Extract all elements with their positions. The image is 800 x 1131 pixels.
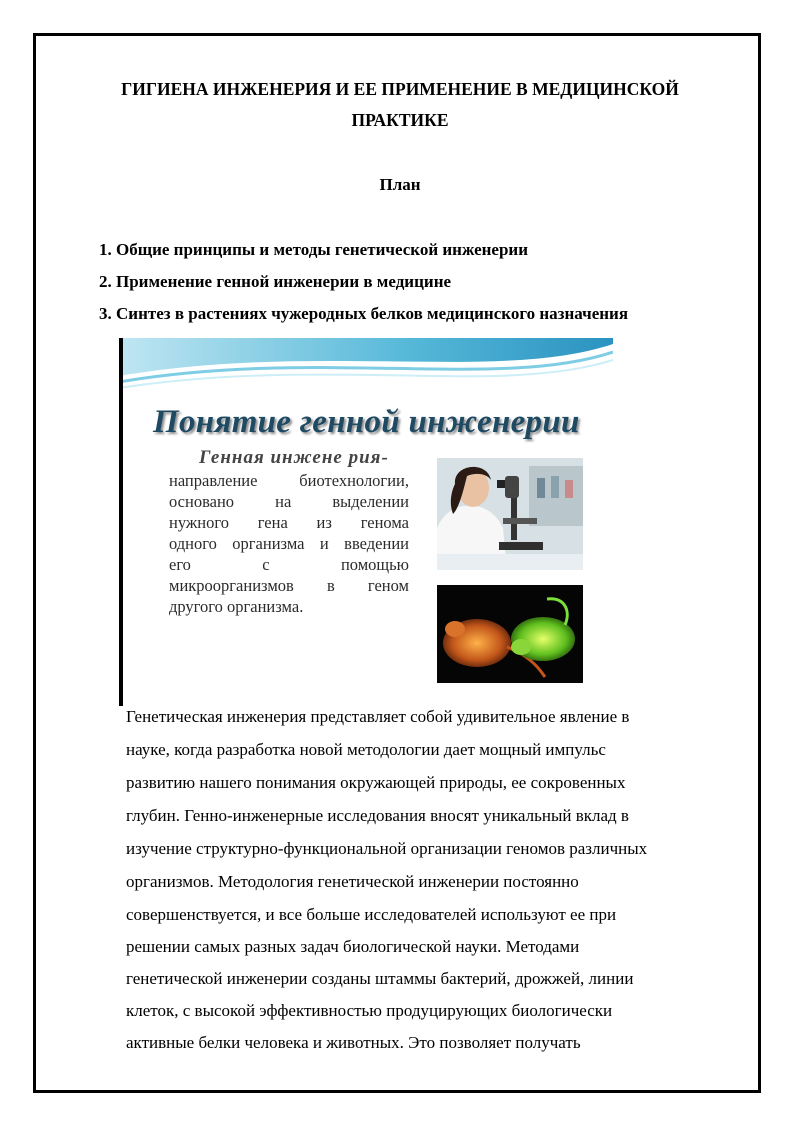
- slide-wave-decoration: [119, 338, 613, 398]
- document-title-line-2: ПРАКТИКЕ: [351, 110, 449, 130]
- slide-text-line: микроорганизмов в геном: [169, 576, 409, 595]
- body-text-line: клеток, с высокой эффективностью продуцирующих биологически: [126, 1001, 613, 1020]
- slide-left-edge: [119, 338, 123, 706]
- slide-text-line: направление биотехнологии,: [169, 471, 409, 490]
- document-title-line-1: ГИГИЕНА ИНЖЕНЕРИЯ И ЕЕ ПРИМЕНЕНИЕ В МЕДИЦИНСКОЙ: [121, 79, 679, 99]
- body-text-line: глубин. Генно-инженерные исследования вносят уникальный вклад в: [126, 806, 629, 825]
- slide-text-line: его с помощью: [169, 555, 409, 574]
- slide-lead-term: Генная инжене рия-: [199, 447, 389, 468]
- slide-title: Понятие генной инженерии: [153, 404, 580, 440]
- body-text-line: науке, когда разработка новой методологии дает мощный импульс: [126, 740, 606, 759]
- scientist-microscope-photo: [437, 458, 583, 570]
- body-text-line: изучение структурно-функциональной организации геномов различных: [126, 839, 648, 858]
- body-text-line: активные белки человека и животных. Это позволяет получать: [126, 1033, 581, 1052]
- plan-item-2: 2. Применение генной инженерии в медицине: [99, 272, 452, 291]
- plan-heading: План: [379, 175, 421, 194]
- body-text-line: совершенствуется, и все больше исследователей используют ее при: [126, 905, 617, 924]
- glowing-mice-photo: [437, 585, 583, 683]
- slide-text-line: нужного гена из генома: [169, 513, 409, 532]
- body-text-line: генетической инженерии созданы штаммы бактерий, дрожжей, линии: [126, 969, 634, 988]
- slide-image: [119, 338, 613, 706]
- plan-item-3: 3. Синтез в растениях чужеродных белков медицинского назначения: [99, 304, 629, 323]
- slide-text-line: основано на выделении: [169, 492, 409, 511]
- body-text-line: решении самых разных задач биологической науки. Методами: [126, 937, 580, 956]
- body-text-line: организмов. Методология генетической инженерии постоянно: [126, 872, 579, 891]
- slide-text-line: одного организма и введении: [169, 534, 409, 553]
- plan-item-1: 1. Общие принципы и методы генетической инженерии: [99, 240, 528, 259]
- body-text-line: развитию нашего понимания окружающей природы, ее сокровенных: [126, 773, 626, 792]
- slide-text-line: другого организма.: [169, 597, 304, 616]
- body-text-line: Генетическая инженерия представляет собой удивительное явление в: [126, 707, 630, 726]
